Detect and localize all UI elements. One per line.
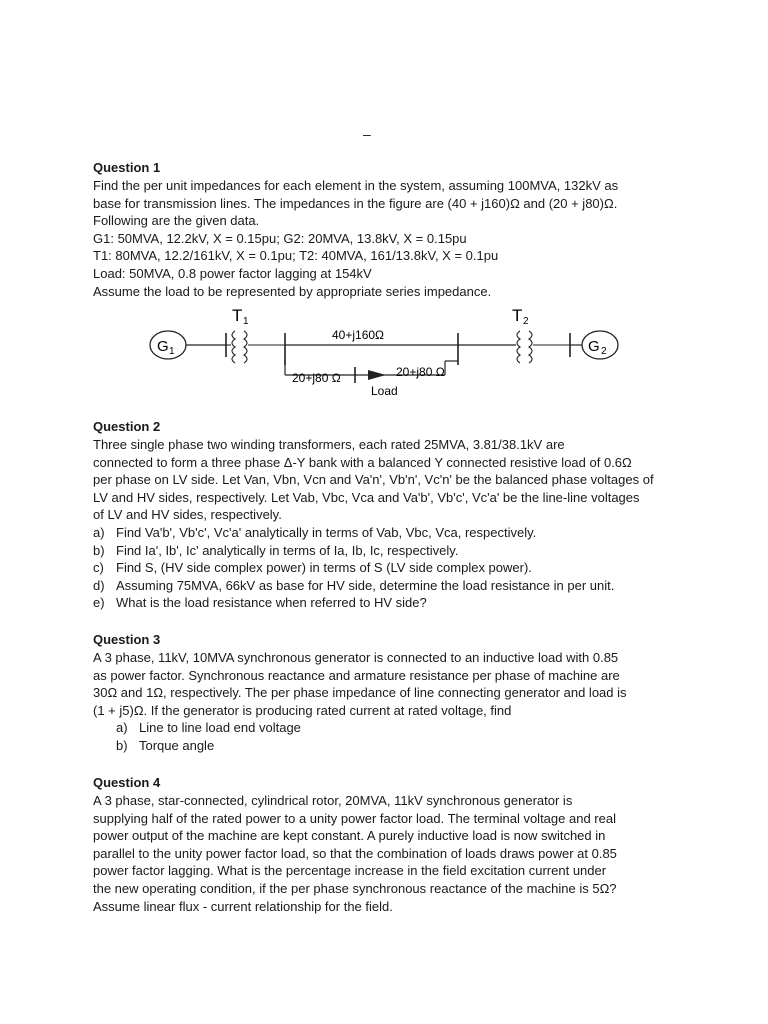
power-system-diagram [140,303,640,403]
list-item: a) Find Va'b', Vb'c', Vc'a' analytically in terms of Vab, Vbc, Vca, respectively. [93,524,537,540]
q1-line: Following are the given data. [93,213,260,229]
q4-line: supplying half of the rated power to a unity power factor load. The terminal voltage and real [93,810,616,826]
t2-label: T [512,306,523,325]
q4-line: A 3 phase, star-connected, cylindrical rotor, 20MVA, 11kV synchronous generator is [93,793,573,808]
question-2-body [93,436,676,612]
page-top-mark: – [363,126,371,142]
line-impedance-top: 40+j160Ω [332,328,385,342]
list-item: b) Torque angle [116,737,215,753]
transformer-t1-symbol [226,331,285,363]
list-item: c) Find S, (HV side complex power) in terms of S (LV side complex power). [93,560,532,576]
line-impedance-right: 20+j80 Ω [396,365,445,379]
q1-line: T1: 80MVA, 12.2/161kV, X = 0.1pu; T2: 40MVA, 161/13.8kV, X = 0.1pu [93,248,499,264]
t1-label: T [232,306,243,325]
q2-line: connected to form a three phase Δ-Y bank with a balanced Y connected resistive load of 0.6Ω [93,454,632,470]
question-4-body [93,792,676,915]
q4-line: parallel to the unity power factor load, so that the combination of loads draws power at 0.85 [93,845,617,861]
list-item: e) What is the load resistance when referred to HV side? [93,595,427,611]
g1-label: G [157,338,169,355]
q1-line: Load: 50MVA, 0.8 power factor lagging at 154kV [93,265,372,281]
q2-line: per phase on LV side. Let Van, Vbn, Vcn and Va'n', Vb'n', Vc'n' be the balanced phase voltages of [93,472,654,488]
question-4-title: Question 4 [93,775,161,790]
line-impedance-left: 20+j80 Ω [292,371,341,385]
q1-line: Assume the load to be represented by appropriate series impedance. [93,283,492,299]
t1-subscript: 1 [243,316,249,327]
question-1-body [93,177,676,300]
list-item: a) Line to line load end voltage [116,720,301,736]
q1-line: base for transmission lines. The impedances in the figure are (40 + j160)Ω and (20 + j80)Ω. [93,195,618,211]
q4-line: power output of the machine are kept constant. A purely inductive load is now switched in [93,828,606,844]
g2-label: G [588,338,600,355]
question-3-subparts [93,719,676,754]
q4-line: power factor lagging. What is the percentage increase in the field excitation current under [93,863,607,879]
transformer-t2-symbol [517,331,570,363]
question-1-title: Question 1 [93,160,161,175]
q4-line: the new operating condition, if the per phase synchronous reactance of the machine is 5Ω? [93,880,617,896]
question-2-title: Question 2 [93,419,161,434]
question-2-subparts [93,524,676,612]
q1-line: Find the per unit impedances for each element in the system, assuming 100MVA, 132kV as [93,178,619,193]
q3-line: (1 + j5)Ω. If the generator is producing rated current at rated voltage, find [93,702,512,718]
q3-line: as power factor. Synchronous reactance and armature resistance per phase of machine are [93,667,620,683]
q3-line: 30Ω and 1Ω, respectively. The per phase impedance of line connecting generator and load is [93,685,627,701]
g1-subscript: 1 [169,346,175,357]
list-item: b) Find Ia', Ib', Ic' analytically in terms of Ia, Ib, Ic, respectively. [93,542,459,558]
list-item: d) Assuming 75MVA, 66kV as base for HV side, determine the load resistance in per unit. [93,577,615,593]
t2-subscript: 2 [523,316,529,327]
question-3-title: Question 3 [93,632,161,647]
q4-line: Assume linear flux - current relationship for the field. [93,898,393,914]
load-label: Load [371,384,398,398]
question-3-body [93,649,676,755]
q2-line: Three single phase two winding transformers, each rated 25MVA, 3.81/38.1kV are [93,437,565,452]
q2-line: of LV and HV sides, respectively. [93,507,282,523]
load-arrow [368,370,386,380]
q3-line: A 3 phase, 11kV, 10MVA synchronous generator is connected to an inductive load with 0.85 [93,650,619,665]
q2-line: LV and HV sides, respectively. Let Vab, Vbc, Vca and Va'b', Vb'c', Vc'a' be the line-line voltages [93,489,640,505]
g2-subscript: 2 [601,346,607,357]
q1-line: G1: 50MVA, 12.2kV, X = 0.15pu; G2: 20MVA, 13.8kV, X = 0.15pu [93,230,467,246]
